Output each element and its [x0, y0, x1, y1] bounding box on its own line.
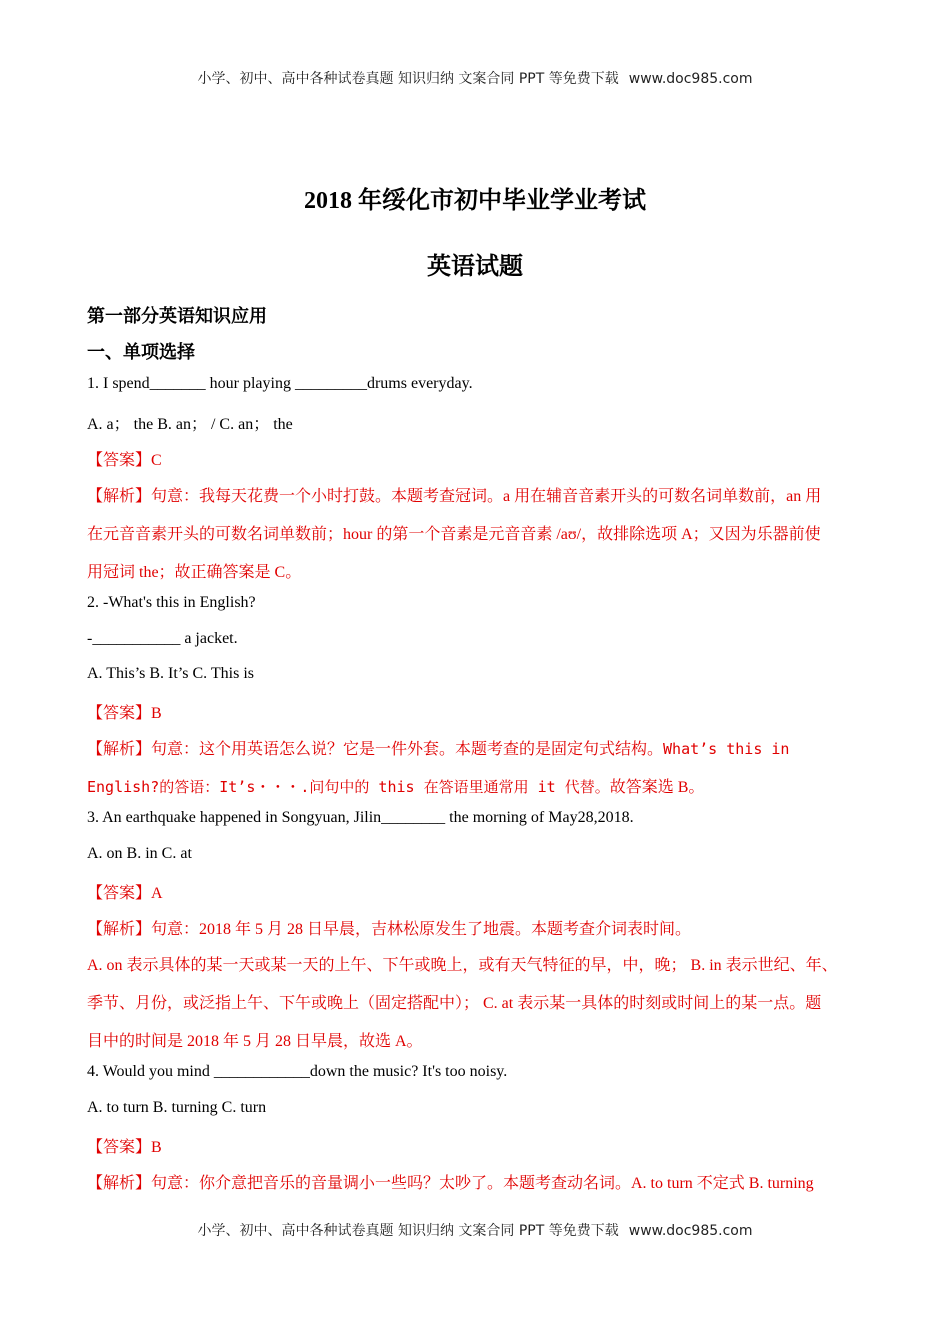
part-heading: 第一部分英语知识应用 [87, 306, 267, 326]
question-2-analysis-line [87, 736, 877, 759]
question-2-analysis-code: English?的答语：It’s・・・.问句中的 this 在答语里通常用 it 代替。 [87, 778, 610, 796]
exam-subtitle: 英语试题 [427, 254, 523, 280]
question-2-analysis-text: 【解析】句意：这个用英语怎么说？它是一件外套。本题考查的是固定句式结构。 [87, 741, 664, 758]
question-3-options: A. on B. in C. at [87, 845, 192, 862]
question-2-analysis-code: What’s this in [663, 740, 790, 758]
question-1-analysis-line: 【解析】句意：我每天花费一个小时打鼓。本题考查冠词。a 用在辅音音素开头的可数名词单数前，an 用 [87, 488, 822, 505]
header-url[interactable]: www.doc985.com [628, 71, 753, 87]
question-1-analysis-line: 用冠词 the；故正确答案是 C。 [87, 564, 302, 581]
question-2-stem-reply: -___________ a jacket. [87, 630, 238, 647]
question-3-analysis-line: 目中的时间是 2018 年 5 月 28 日早晨，故选 A。 [87, 1033, 423, 1050]
page-header [0, 68, 950, 88]
question-2-analysis-line [87, 774, 877, 797]
question-2-stem: 2. -What's this in English? [87, 594, 256, 611]
question-2-analysis-text: 故答案选 B。 [609, 779, 705, 796]
exam-title: 2018 年绥化市初中毕业学业考试 [304, 188, 646, 214]
header-text: 小学、初中、高中各种试卷真题 知识归纳 文案合同 PPT 等免费下载 [197, 71, 619, 87]
question-2-answer: 【答案】B [87, 705, 162, 722]
question-2-options: A. This’s B. It’s C. This is [87, 665, 254, 682]
footer-url[interactable]: www.doc985.com [628, 1223, 753, 1239]
question-4-analysis-line: 【解析】句意：你介意把音乐的音量调小一些吗？太吵了。本题考查动名词。A. to turn 不定式 B. turning [87, 1175, 814, 1192]
question-3-analysis-line: 【解析】句意：2018 年 5 月 28 日早晨，吉林松原发生了地震。本题考查介词表时间。 [87, 921, 692, 938]
page-footer [0, 1220, 950, 1240]
question-4-answer: 【答案】B [87, 1139, 162, 1156]
question-3-stem: 3. An earthquake happened in Songyuan, Jilin________ the morning of May28,2018. [87, 809, 634, 826]
question-1-stem: 1. I spend_______ hour playing _________drums everyday. [87, 375, 473, 392]
footer-text: 小学、初中、高中各种试卷真题 知识归纳 文案合同 PPT 等免费下载 [197, 1223, 619, 1239]
question-3-analysis-line: A. on 表示具体的某一天或某一天的上午、下午或晚上，或有天气特征的早，中，晚； B. in 表示世纪、年、 [87, 957, 838, 974]
question-4-stem: 4. Would you mind ____________down the music? It's too noisy. [87, 1063, 508, 1080]
section-heading: 一、单项选择 [87, 342, 195, 362]
question-4-options: A. to turn B. turning C. turn [87, 1099, 267, 1116]
question-1-analysis-line: 在元音音素开头的可数名词单数前；hour 的第一个音素是元音音素 /aʊ/，故排除选项 A；又因为乐器前使 [87, 526, 821, 543]
question-1-options: A. a； the B. an； / C. an； the [87, 416, 293, 433]
question-3-answer: 【答案】A [87, 885, 163, 902]
question-1-answer: 【答案】C [87, 452, 162, 469]
question-3-analysis-line: 季节、月份，或泛指上午、下午或晚上（固定搭配中）； C. at 表示某一具体的时刻或时间上的某一点。题 [87, 995, 822, 1012]
